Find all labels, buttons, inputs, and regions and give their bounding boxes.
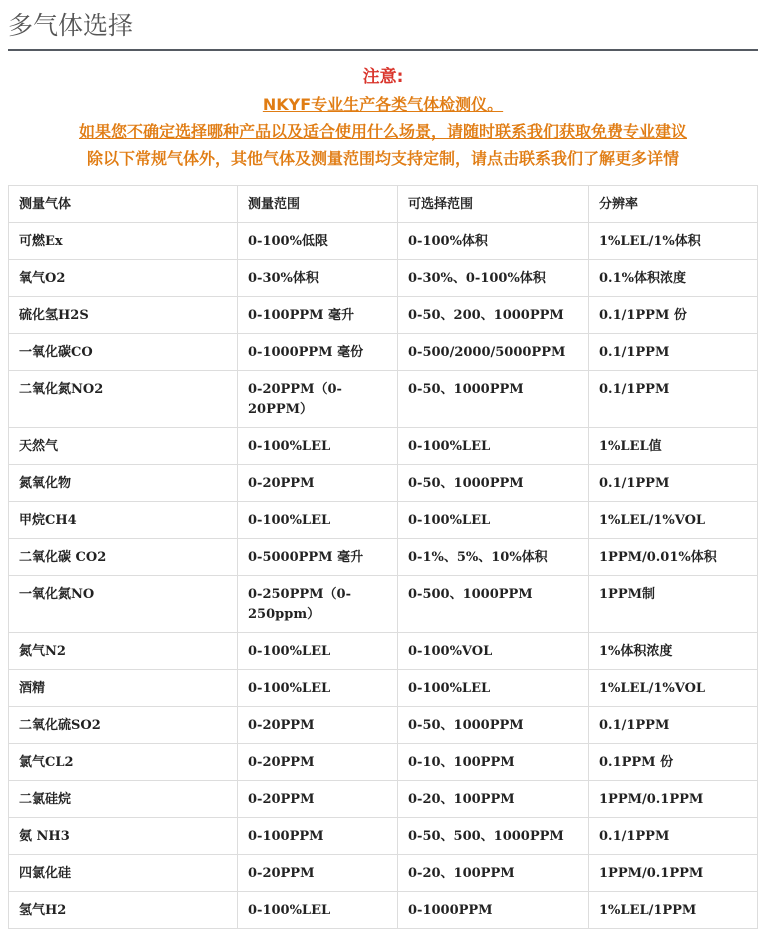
cell-gas: 一氧化碳CO — [9, 334, 238, 371]
cell-optional-range: 0-100%LEL — [398, 428, 589, 465]
cell-range: 0-30%体积 — [238, 260, 398, 297]
cell-gas: 二氯硅烷 — [9, 781, 238, 818]
cell-gas: 二氧化碳 CO2 — [9, 539, 238, 576]
cell-resolution: 1%体积浓度 — [589, 633, 758, 670]
header-gas: 测量气体 — [9, 186, 238, 223]
cell-range: 0-100%低限 — [238, 223, 398, 260]
cell-gas: 氯气CL2 — [9, 744, 238, 781]
cell-range: 0-100%LEL — [238, 892, 398, 929]
cell-gas: 一氧化氮NO — [9, 576, 238, 633]
header-range: 测量范围 — [238, 186, 398, 223]
cell-optional-range: 0-100%VOL — [398, 633, 589, 670]
cell-optional-range: 0-20、100PPM — [398, 781, 589, 818]
cell-gas: 四氯化硅 — [9, 855, 238, 892]
cell-gas: 可燃Ex — [9, 223, 238, 260]
table-row — [9, 670, 758, 707]
table-row — [9, 297, 758, 334]
cell-range: 0-20PPM — [238, 781, 398, 818]
cell-gas: 氧气O2 — [9, 260, 238, 297]
cell-resolution: 0.1/1PPM 份 — [589, 297, 758, 334]
cell-range: 0-100PPM — [238, 818, 398, 855]
cell-optional-range: 0-500、1000PPM — [398, 576, 589, 633]
table-row — [9, 223, 758, 260]
notice-line-advice[interactable] — [0, 121, 766, 143]
cell-resolution: 1PPM/0.1PPM — [589, 855, 758, 892]
table-row — [9, 892, 758, 929]
cell-optional-range: 0-1%、5%、10%体积 — [398, 539, 589, 576]
cell-range: 0-20PPM — [238, 855, 398, 892]
cell-optional-range: 0-100%LEL — [398, 670, 589, 707]
cell-optional-range: 0-30%、0-100%体积 — [398, 260, 589, 297]
cell-optional-range: 0-20、100PPM — [398, 855, 589, 892]
cell-resolution: 0.1/1PPM — [589, 334, 758, 371]
cell-gas: 氢气H2 — [9, 892, 238, 929]
cell-gas: 硫化氢H2S — [9, 297, 238, 334]
cell-range: 0-100%LEL — [238, 633, 398, 670]
cell-range: 0-100%LEL — [238, 502, 398, 539]
cell-resolution: 1PPM制 — [589, 576, 758, 633]
cell-gas: 氮氧化物 — [9, 465, 238, 502]
section-title: 多气体选择 — [8, 11, 134, 40]
cell-resolution: 1%LEL/1%体积 — [589, 223, 758, 260]
cell-range: 0-100%LEL — [238, 670, 398, 707]
cell-range: 0-250PPM（0-250ppm） — [238, 576, 398, 633]
table-row — [9, 633, 758, 670]
cell-range: 0-1000PPM 毫份 — [238, 334, 398, 371]
notice-title: 注意: — [362, 67, 404, 87]
cell-gas: 二氧化硫SO2 — [9, 707, 238, 744]
cell-resolution: 1%LEL/1%VOL — [589, 670, 758, 707]
cell-optional-range: 0-10、100PPM — [398, 744, 589, 781]
cell-optional-range: 0-100%体积 — [398, 223, 589, 260]
cell-resolution: 0.1/1PPM — [589, 818, 758, 855]
cell-range: 0-20PPM — [238, 744, 398, 781]
cell-range: 0-20PPM — [238, 707, 398, 744]
notice-line-custom: 除以下常规气体外，其他气体及测量范围均支持定制，请点击联系我们了解更多详情 — [86, 149, 679, 168]
cell-gas: 氮气N2 — [9, 633, 238, 670]
title-divider — [8, 49, 758, 51]
table-row — [9, 539, 758, 576]
cell-optional-range: 0-50、1000PPM — [398, 707, 589, 744]
cell-optional-range: 0-50、200、1000PPM — [398, 297, 589, 334]
cell-optional-range: 0-50、1000PPM — [398, 371, 589, 428]
cell-resolution: 1%LEL值 — [589, 428, 758, 465]
header-optional-range: 可选择范围 — [398, 186, 589, 223]
cell-gas: 酒精 — [9, 670, 238, 707]
table-row — [9, 576, 758, 633]
cell-optional-range: 0-100%LEL — [398, 502, 589, 539]
cell-resolution: 1PPM/0.01%体积 — [589, 539, 758, 576]
table-row — [9, 334, 758, 371]
cell-resolution: 0.1/1PPM — [589, 707, 758, 744]
notice-advice-link[interactable]: 如果您不确定选择哪种产品以及适合使用什么场景，请随时联系我们获取免费专业建议 — [78, 122, 687, 141]
cell-range: 0-20PPM（0-20PPM） — [238, 371, 398, 428]
header-resolution: 分辨率 — [589, 186, 758, 223]
table-row — [9, 371, 758, 428]
table-row — [9, 465, 758, 502]
table-row — [9, 855, 758, 892]
cell-optional-range: 0-50、1000PPM — [398, 465, 589, 502]
cell-gas: 氨 NH3 — [9, 818, 238, 855]
notice-company-link[interactable]: NKYF专业生产各类气体检测仪。 — [262, 95, 504, 114]
cell-resolution: 0.1%体积浓度 — [589, 260, 758, 297]
cell-range: 0-5000PPM 毫升 — [238, 539, 398, 576]
cell-optional-range: 0-500/2000/5000PPM — [398, 334, 589, 371]
gas-table — [8, 185, 758, 929]
table-row — [9, 744, 758, 781]
table-header-row — [9, 186, 758, 223]
cell-resolution: 1%LEL/1%VOL — [589, 502, 758, 539]
cell-resolution: 0.1PPM 份 — [589, 744, 758, 781]
cell-resolution: 0.1/1PPM — [589, 371, 758, 428]
cell-optional-range: 0-50、500、1000PPM — [398, 818, 589, 855]
table-row — [9, 818, 758, 855]
cell-gas: 二氧化氮NO2 — [9, 371, 238, 428]
table-row — [9, 428, 758, 465]
cell-range: 0-100PPM 毫升 — [238, 297, 398, 334]
cell-gas: 甲烷CH4 — [9, 502, 238, 539]
table-row — [9, 260, 758, 297]
cell-range: 0-20PPM — [238, 465, 398, 502]
cell-resolution: 1%LEL/1PPM — [589, 892, 758, 929]
table-row — [9, 707, 758, 744]
notice-line-company[interactable] — [0, 94, 766, 116]
cell-resolution: 0.1/1PPM — [589, 465, 758, 502]
cell-gas: 天然气 — [9, 428, 238, 465]
cell-optional-range: 0-1000PPM — [398, 892, 589, 929]
table-row — [9, 502, 758, 539]
cell-resolution: 1PPM/0.1PPM — [589, 781, 758, 818]
table-row — [9, 781, 758, 818]
cell-range: 0-100%LEL — [238, 428, 398, 465]
